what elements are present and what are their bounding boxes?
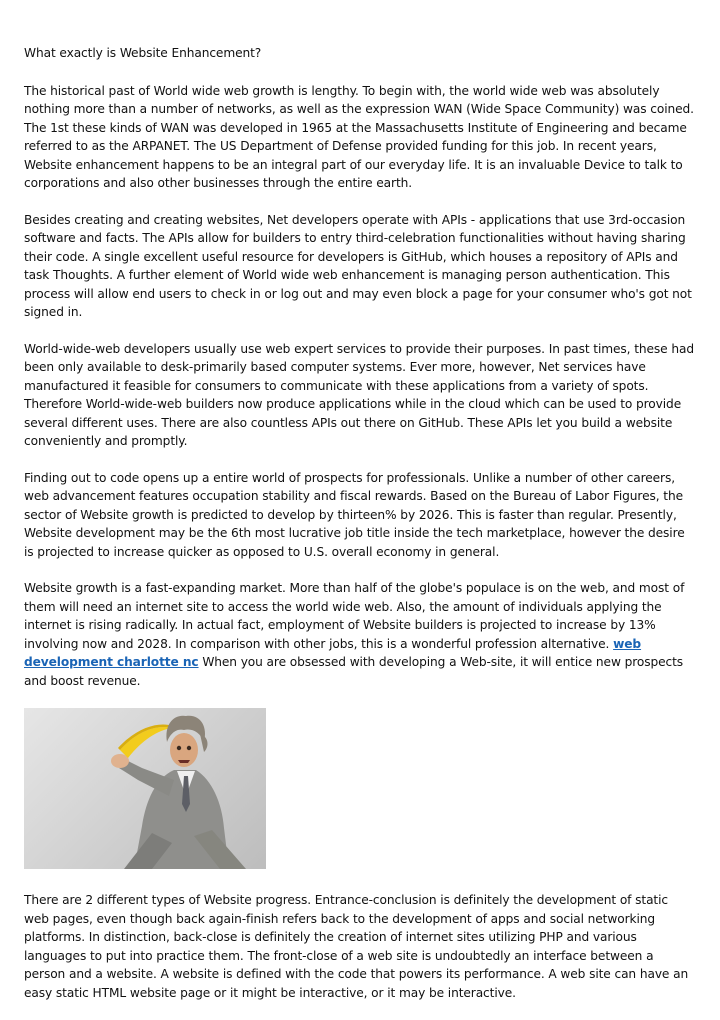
paragraph-web-services: World-wide-web developers usually use web expert services to provide their purposes. In past times, these had been only available to desk-primarily based computer systems. Ever more, however, Net services have manufactured it feasible for consumers to communicate with these applications from a variety of spots. Therefore World-wide-web builders now produce applications while in the cloud which can be used to provide several different uses. There are also countless APIs out there on GitHub. These APIs let you build a website conveniently and promptly. bbox=[24, 341, 694, 448]
document-page bbox=[24, 20, 696, 1000]
paragraph-history: The historical past of World wide web growth is lengthy. To begin with, the world wide web was absolutely nothing more than a number of networks, as well as the expression WAN (Wide Space Community) was coined. The 1st these kinds of WAN was developed in 1965 at the Massachusetts Institute of Engineering and became referred to as the ARPANET. The US Department of Defense provided funding for this job. In recent years, Website enhancement happens to be an integral part of our everyday life. It is an invaluable Device to talk to corporations and also other businesses through the entire earth. bbox=[24, 83, 694, 190]
paragraph-apis: Besides creating and creating websites, Net developers operate with APIs - applications that use 3rd-occasion software and facts. The APIs allow for builders to entry third-celebration functionalities without having sharing their code. A single excellent useful resource for developers is GitHub, which houses a repository of APIs and task Thoughts. A further element of World wide web enhancement is managing person authentication. This process will allow end users to check in or log out and may even block a page for your consumer who's got not signed in. bbox=[24, 212, 692, 319]
paragraph-careers: Finding out to code opens up a entire world of prospects for professionals. Unlike a number of other careers, web advancement features occupation stability and fiscal rewards. Based on the Bureau of Labor Figures, the sector of Website growth is predicted to develop by thirteen% by 2026. This is faster than regular. Presently, Website development may be the 6th most lucrative job title inside the tech marketplace, however the desire is projected to increase quicker as opposed to U.S. overall economy in general. bbox=[24, 470, 685, 559]
paragraph-market-tail: When you are obsessed with developing a Web-site, it will entice new prospects and boost revenue. bbox=[24, 655, 684, 688]
article-title: What exactly is Website Enhancement? bbox=[24, 46, 262, 60]
article-body bbox=[24, 44, 696, 1020]
paragraph-market-text: Website growth is a fast-expanding market. More than half of the globe's populace is on the web, and most of them will need an internet site to access the world wide web. Also, the amount of individuals applying the internet is rising radically. In actual fact, employment of Website builders is projected to increase by 13% involving now and 2028. In comparison with other jobs, this is a wonderful profession alternative. bbox=[24, 581, 685, 651]
paragraph-front-back-end: There are 2 different types of Website progress. Entrance-conclusion is definitely the development of static web pages, even though back again-finish refers back to the development of apps and social networking platforms. In distinction, back-close is definitely the creation of internet sites utilizing PHP and various languages to put into practice them. The front-close of a web site is undoubtedly an interface between a person and a website. A website is defined with the code that powers its performance. A web site can have an easy static HTML website page or it might be interactive, or it may be interactive. bbox=[24, 893, 689, 1000]
article-photo bbox=[24, 708, 266, 869]
web-development-link[interactable]: web development charlotte nc bbox=[24, 636, 642, 669]
man-with-banana-illustration bbox=[24, 708, 266, 869]
paragraph-market-growth bbox=[24, 579, 696, 690]
